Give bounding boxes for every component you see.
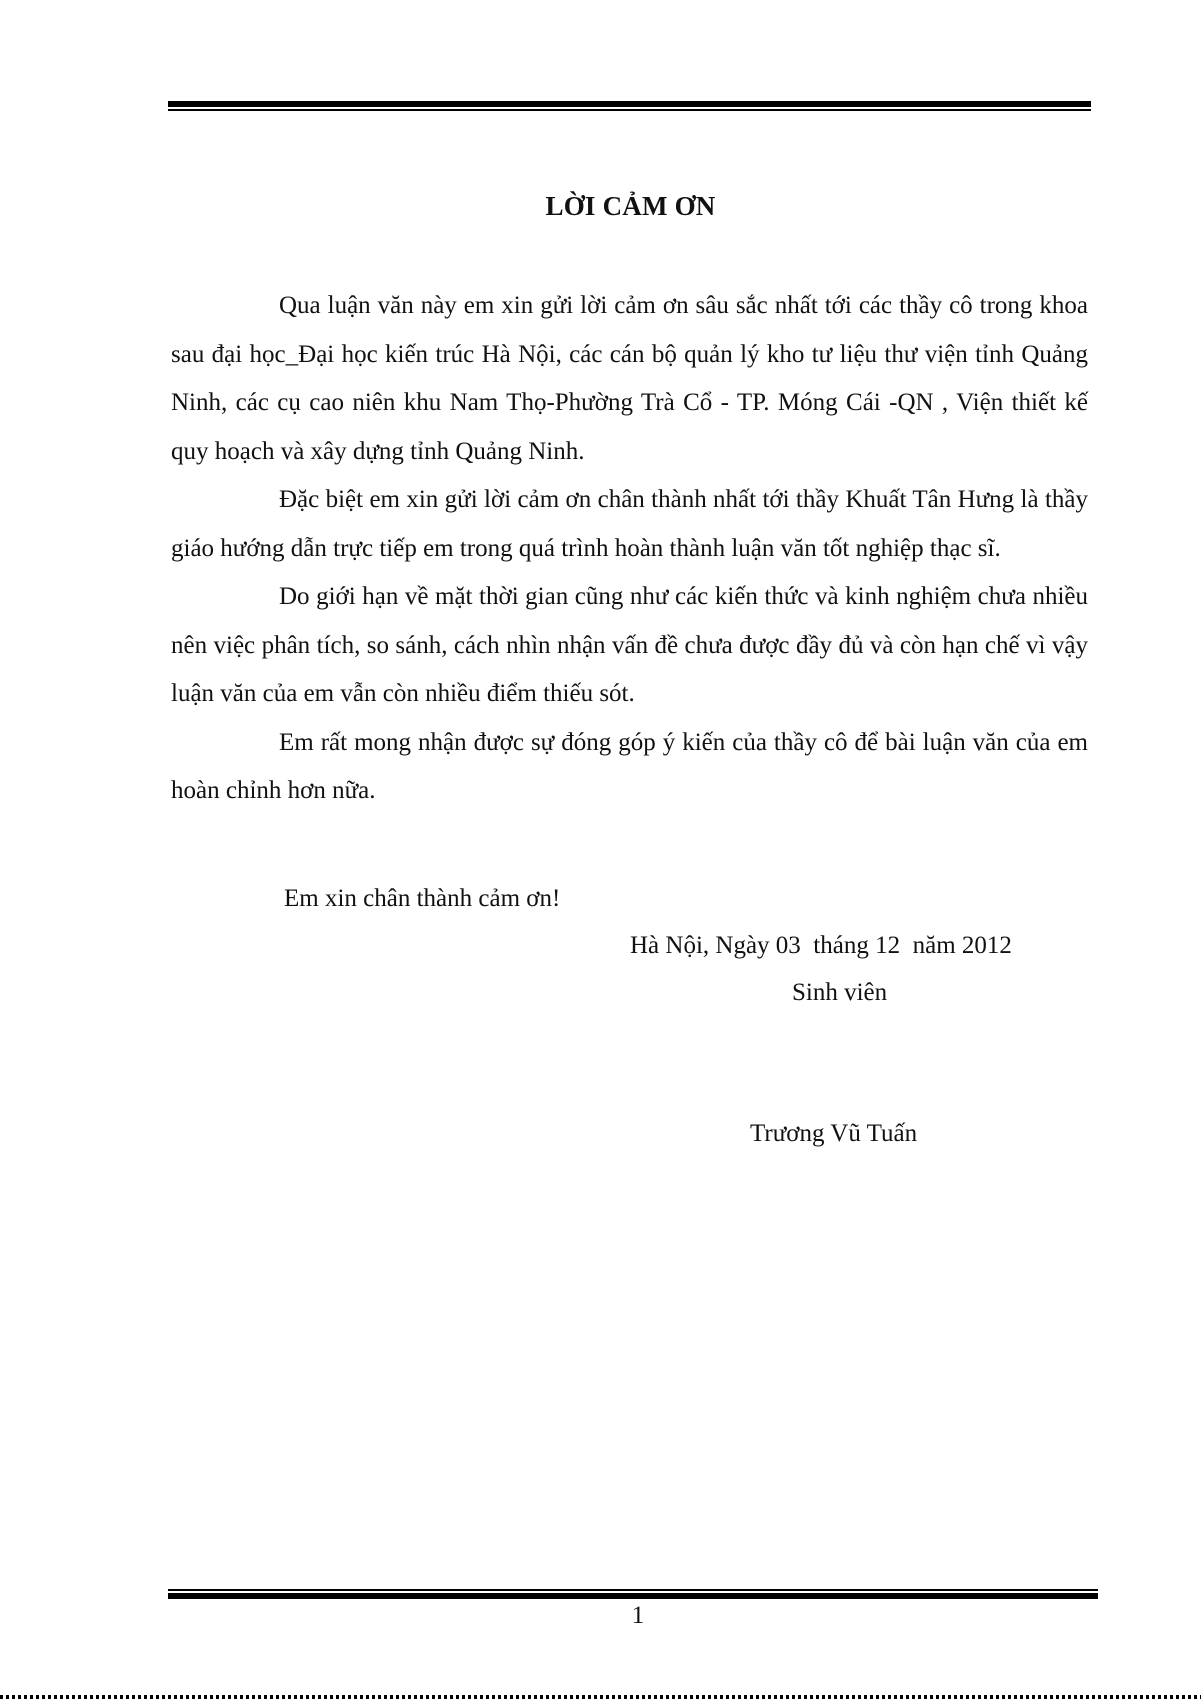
page-title: LỜI CẢM ƠN [545,191,716,221]
acknowledgement-body [171,282,1088,816]
closing-line: Em xin chân thành cảm ơn! [284,885,561,912]
paragraph-4: Em rất mong nhận được sự đóng góp ý kiến của thầy cô để bài luận văn của em hoàn chỉnh hơn nữa. [171,728,1088,804]
scan-edge-border [0,1695,1201,1699]
paragraph-2: Đặc biệt em xin gửi lời cảm ơn chân thành nhất tới thầy Khuất Tân Hưng là thầy giáo hướng dẫn trực tiếp em trong quá trình hoàn thành luận văn tốt nghiệp thạc sĩ. [171,486,1088,562]
header-rule [168,101,1091,111]
signer-name: Trương Vũ Tuấn [750,1120,918,1147]
date-line: Hà Nội, Ngày 03 tháng 12 năm 2012 [630,932,1012,959]
paragraph-3: Do giới hạn về mặt thời gian cũng như các kiến thức và kinh nghiệm chưa nhiều nên việc phân tích, so sánh, cách nhìn nhận vấn đề chưa được đầy đủ và còn hạn chế vì vậy luận văn của em vẫn còn nhiều điểm thiếu sót. [171,583,1088,707]
signer-role: Sinh viên [792,979,888,1006]
page-number: 1 [631,1602,645,1629]
paragraph-1: Qua luận văn này em xin gửi lời cảm ơn sâu sắc nhất tới các thầy cô trong khoa sau đại học_Đại học kiến trúc Hà Nội, các cán bộ quản lý kho tư liệu thư viện tỉnh Quảng Ninh, các cụ cao niên khu Nam Thọ-Phường Trà Cổ - TP. Móng Cái -QN , Viện thiết kế quy hoạch và xây dựng tỉnh Quảng Ninh. [171,292,1088,465]
